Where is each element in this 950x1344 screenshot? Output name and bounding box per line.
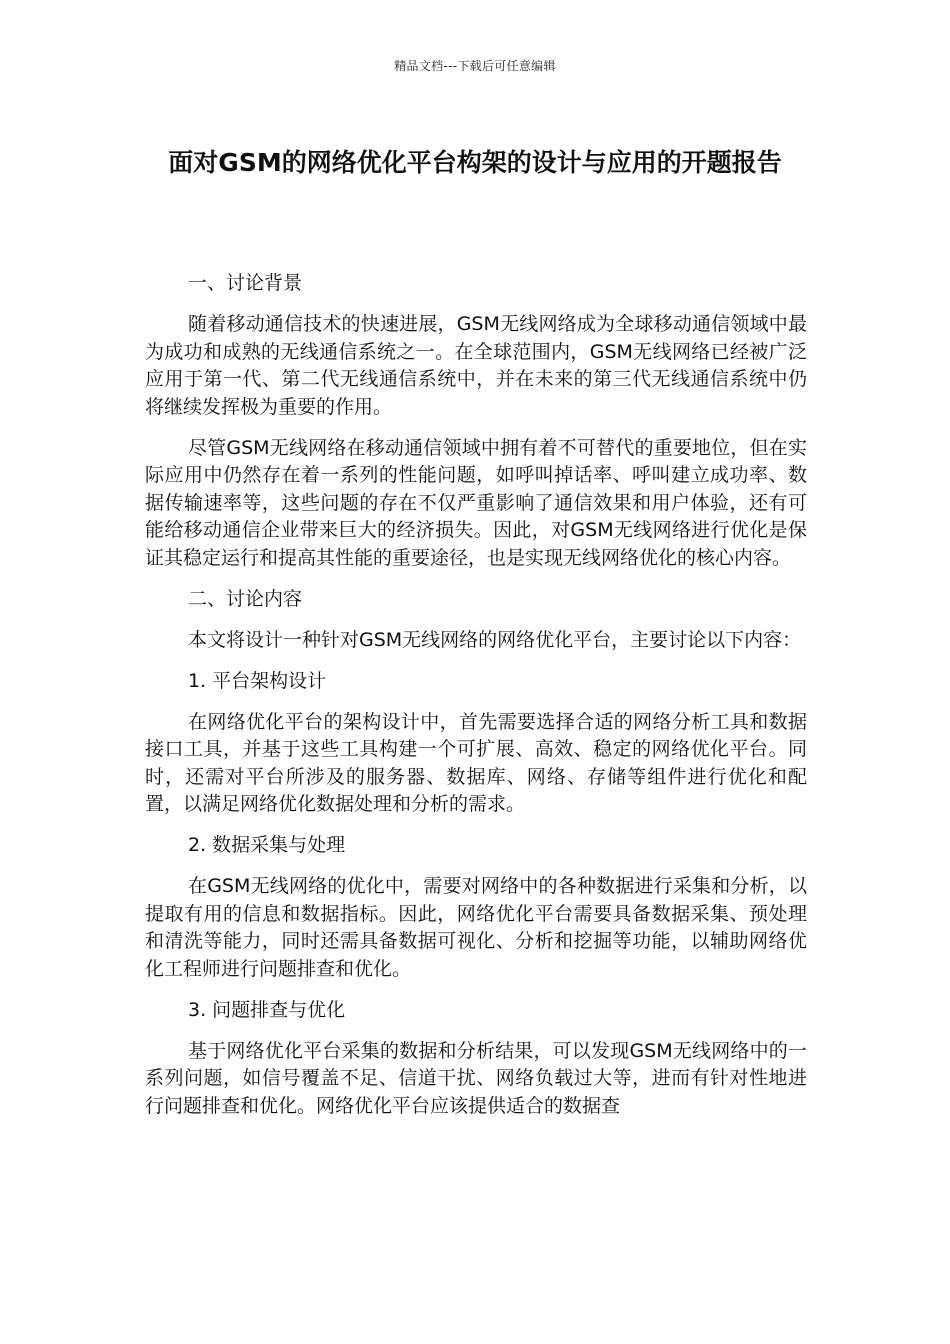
subheading-platform-architecture: 1. 平台架构设计 xyxy=(188,669,327,692)
document-body xyxy=(145,270,807,1134)
paragraph-data-collection: 在GSM无线网络的优化中，需要对网络中的各种数据进行采集和分析，以提取有用的信息和数据指标。因此，网络优化平台需要具备数据采集、预处理和清洗等能力，同时还需具备数据可视化、分析和挖掘等功能，以辅助网络优化工程师进行问题排查和优化。 xyxy=(145,875,807,980)
section-heading-content: 二、讨论内容 xyxy=(188,587,303,610)
paragraph-background-1: 随着移动通信技术的快速进展，GSM无线网络成为全球移动通信领域中最为成功和成熟的无线通信系统之一。在全球范围内，GSM无线网络已经被广泛应用于第一代、第二代无线通信系统中，并在未来的第三代无线通信系统中仍将继续发挥极为重要的作用。 xyxy=(145,313,807,418)
paragraph-troubleshooting: 基于网络优化平台采集的数据和分析结果，可以发现GSM无线网络中的一系列问题，如信号覆盖不足、信道干扰、网络负载过大等，进而有针对性地进行问题排查和优化。网络优化平台应该提供适合的数据查 xyxy=(145,1039,807,1117)
header-note: 精品文档---下载后可任意编辑 xyxy=(394,59,556,73)
section-heading-background: 一、讨论背景 xyxy=(188,272,303,294)
paragraph-background-2: 尽管GSM无线网络在移动通信领域中拥有着不可替代的重要地位，但在实际应用中仍然存在着一系列的性能问题，如呼叫掉话率、呼叫建立成功率、数据传输速率等，这些问题的存在不仅严重影响了通信效果和用户体验，还有可能给移动通信企业带来巨大的经济损失。因此，对GSM无线网络进行优化是保证其稳定运行和提高其性能的重要途径，也是实现无线网络优化的核心内容。 xyxy=(145,436,807,569)
paragraph-content-intro: 本文将设计一种针对GSM无线网络的网络优化平台，主要讨论以下内容： xyxy=(188,628,802,651)
paragraph-platform-architecture: 在网络优化平台的架构设计中，首先需要选择合适的网络分析工具和数据接口工具，并基于这些工具构建一个可扩展、高效、稳定的网络优化平台。同时，还需对平台所涉及的服务器、数据库、网络、存储等组件进行优化和配置，以满足网络优化数据处理和分析的需求。 xyxy=(145,710,807,815)
document-title: 面对GSM的网络优化平台构架的设计与应用的开题报告 xyxy=(168,148,782,177)
subheading-troubleshooting: 3. 问题排查与优化 xyxy=(188,998,346,1021)
subheading-data-collection: 2. 数据采集与处理 xyxy=(188,834,346,856)
